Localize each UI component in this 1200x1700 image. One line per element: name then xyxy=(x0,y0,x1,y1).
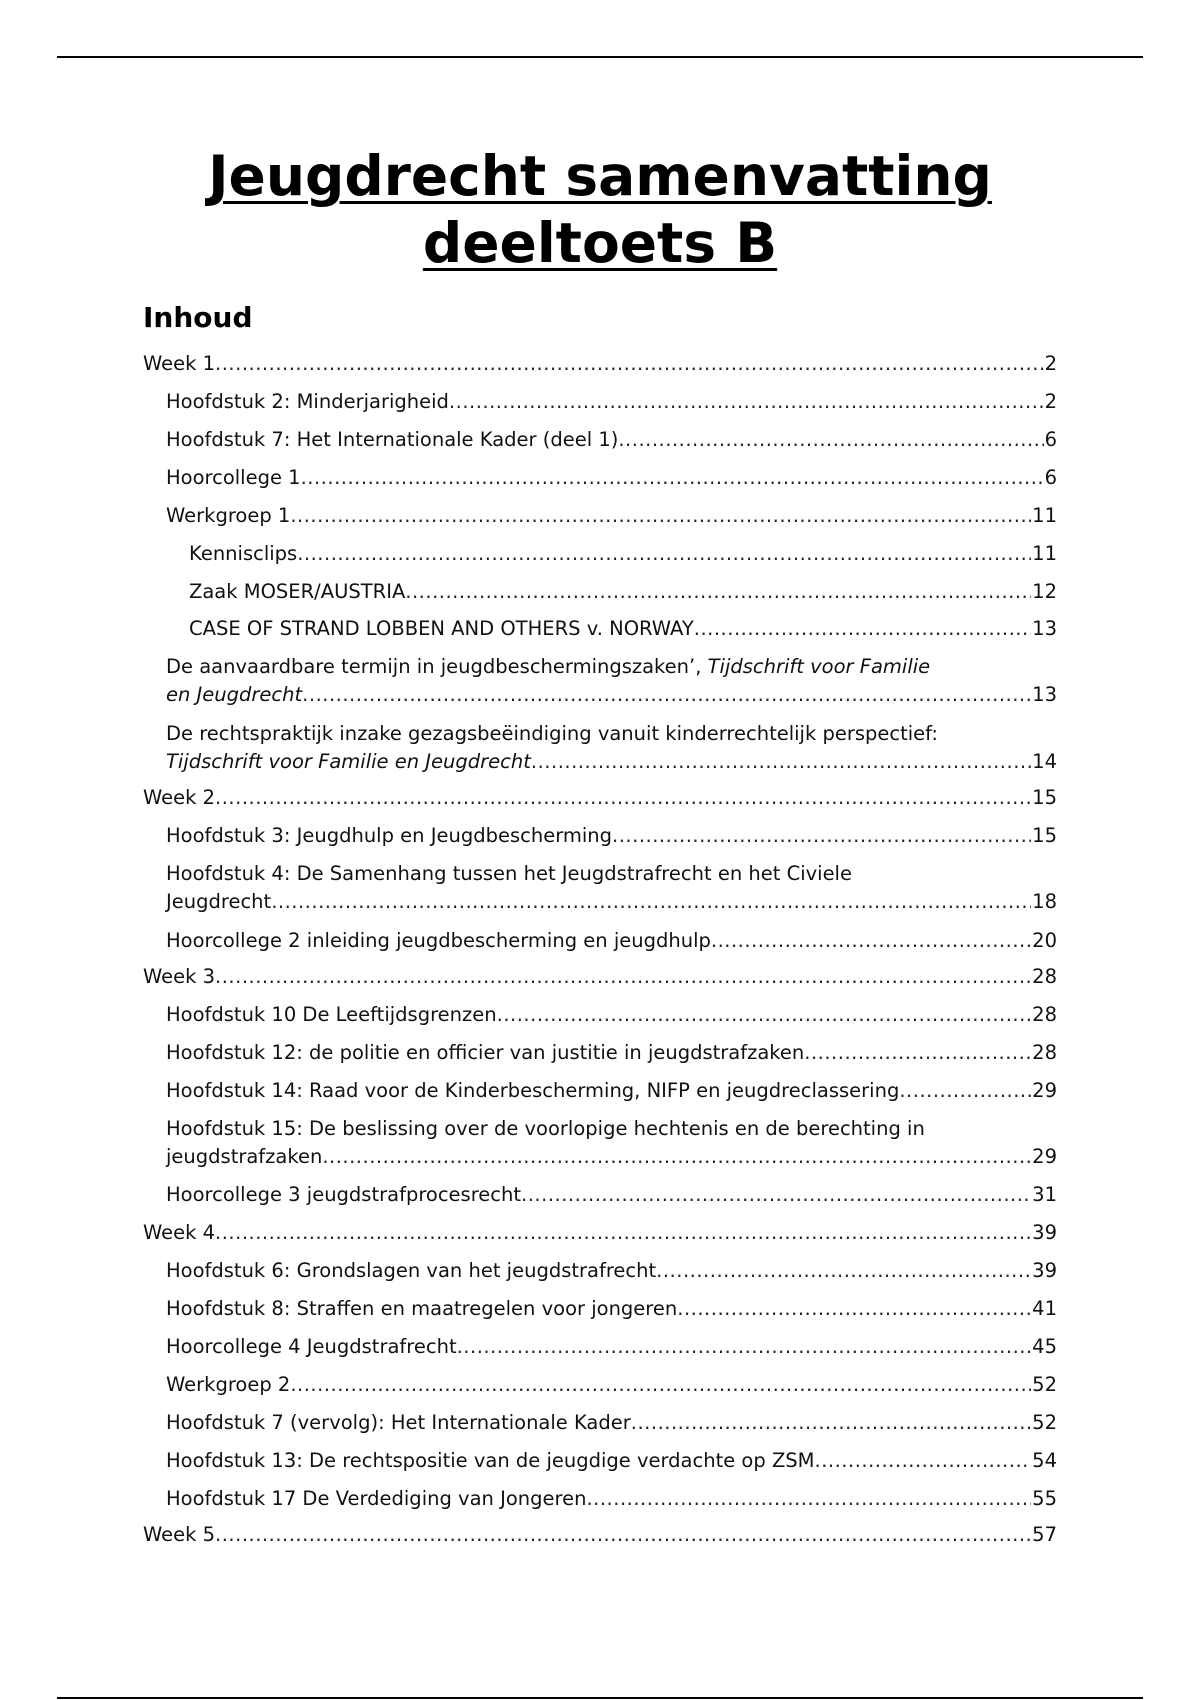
toc-entry-label-italic: Tijdschrift voor Familie xyxy=(707,655,931,678)
toc-dot-leader xyxy=(215,784,1031,812)
toc-entry-label: Hoofdstuk 4: De Samenhang tussen het Jeugdstrafrecht en het Civiele xyxy=(166,862,852,885)
toc-heading: Inhoud xyxy=(143,301,253,334)
toc-dot-leader xyxy=(301,464,1044,492)
toc-entry-hoorcollege-4[interactable] xyxy=(166,1333,1057,1361)
toc-dot-leader xyxy=(694,615,1031,643)
toc-entry-zaak-moser-austria[interactable] xyxy=(189,578,1057,606)
toc-entry-label: Hoofdstuk 6: Grondslagen van het jeugdstrafrecht xyxy=(166,1259,657,1282)
toc-entry-label: Hoorcollege 1 xyxy=(166,466,301,489)
toc-dot-leader xyxy=(711,927,1031,955)
toc-entry-werkgroep-2[interactable] xyxy=(166,1371,1057,1399)
toc-dot-leader xyxy=(215,1219,1031,1247)
toc-entry-label: De aanvaardbare termijn in jeugdbeschermingszaken’, xyxy=(166,655,708,678)
toc-dot-leader xyxy=(290,502,1031,530)
toc-page-number: 20 xyxy=(1032,929,1057,952)
toc-entry-label: Hoofdstuk 7 (vervolg): Het Internationale Kader xyxy=(166,1411,631,1434)
toc-dot-leader xyxy=(215,963,1031,991)
toc-page-number: 39 xyxy=(1032,1221,1057,1244)
toc-entry-label: Werkgroep 1 xyxy=(166,504,291,527)
toc-entry-label: Hoofdstuk 7: Het Internationale Kader (deel 1) xyxy=(166,428,619,451)
toc-page-number: 18 xyxy=(1032,890,1057,913)
toc-page-number: 28 xyxy=(1032,965,1057,988)
toc-page-number: 13 xyxy=(1032,683,1057,706)
toc-dot-leader xyxy=(322,1143,1031,1171)
toc-entry-hoorcollege-1[interactable] xyxy=(166,464,1057,492)
toc-entry-label: Week 1 xyxy=(143,352,216,375)
toc-entry-label: Week 2 xyxy=(143,786,216,809)
toc-entry-week-2[interactable] xyxy=(143,784,1057,812)
toc-entry-label: Hoofdstuk 3: Jeugdhulp en Jeugdbescherming xyxy=(166,824,613,847)
toc-entry-label: Week 3 xyxy=(143,965,216,988)
toc-entry-label: Werkgroep 2 xyxy=(166,1373,291,1396)
toc-page-number: 2 xyxy=(1044,352,1057,375)
toc-entry-werkgroep-1[interactable] xyxy=(166,502,1057,530)
toc-entry-hoofdstuk-3[interactable] xyxy=(166,822,1057,850)
toc-entry-hoofdstuk-6[interactable] xyxy=(166,1257,1057,1285)
toc-entry-label: CASE OF STRAND LOBBEN AND OTHERS v. NORWAY xyxy=(189,617,694,640)
footer-rule xyxy=(57,1697,1143,1699)
toc-entry-label: Hoofdstuk 8: Straffen en maatregelen voor jongeren xyxy=(166,1297,678,1320)
toc-dot-leader xyxy=(457,1333,1032,1361)
toc-dot-leader xyxy=(297,540,1031,568)
toc-dot-leader xyxy=(215,1521,1031,1549)
toc-entry-label: Hoorcollege 4 Jeugdstrafrecht xyxy=(166,1335,457,1358)
toc-entry-label-italic: Tijdschrift voor Familie en Jeugdrecht xyxy=(166,750,531,773)
toc-page-number: 12 xyxy=(1032,580,1057,603)
toc-entry-week-4[interactable] xyxy=(143,1219,1057,1247)
toc-page-number: 28 xyxy=(1032,1041,1057,1064)
toc-entry-rechtspraktijk-gezagsbeeindiging[interactable] xyxy=(166,720,1057,776)
toc-dot-leader xyxy=(449,388,1044,416)
toc-page-number: 52 xyxy=(1032,1373,1057,1396)
toc-entry-hoofdstuk-8[interactable] xyxy=(166,1295,1057,1323)
toc-entry-hoofdstuk-13[interactable] xyxy=(166,1447,1057,1475)
toc-page-number: 29 xyxy=(1032,1145,1057,1168)
toc-page-number: 15 xyxy=(1032,824,1057,847)
toc-entry-hoofdstuk-10[interactable] xyxy=(166,1001,1057,1029)
toc-entry-label: Hoofdstuk 2: Minderjarigheid xyxy=(166,390,449,413)
toc-entry-label: Hoofdstuk 10 De Leeftijdsgrenzen xyxy=(166,1003,497,1026)
toc-dot-leader xyxy=(612,822,1031,850)
toc-dot-leader xyxy=(290,1371,1031,1399)
toc-page-number: 13 xyxy=(1032,617,1057,640)
toc-entry-label: Hoorcollege 3 jeugdstrafprocesrecht xyxy=(166,1183,522,1206)
toc-entry-hoofdstuk-15[interactable] xyxy=(166,1115,1057,1171)
toc-entry-hoofdstuk-2[interactable] xyxy=(166,388,1057,416)
toc-entry-label: jeugdstrafzaken xyxy=(166,1145,323,1168)
toc-entry-label: Hoofdstuk 14: Raad voor de Kinderbescherming, NIFP en jeugdreclassering xyxy=(166,1079,900,1102)
toc-page-number: 57 xyxy=(1032,1523,1057,1546)
toc-dot-leader xyxy=(521,1181,1031,1209)
toc-dot-leader xyxy=(899,1077,1031,1105)
toc-page-number: 45 xyxy=(1032,1335,1057,1358)
toc-page-number: 31 xyxy=(1032,1183,1057,1206)
toc-page-number: 29 xyxy=(1032,1079,1057,1102)
toc-dot-leader xyxy=(215,350,1044,378)
toc-entry-label: Kennisclips xyxy=(189,542,298,565)
toc-dot-leader xyxy=(531,748,1031,776)
toc-page-number: 55 xyxy=(1032,1487,1057,1510)
toc-entry-label: Week 5 xyxy=(143,1523,216,1546)
toc-dot-leader xyxy=(405,578,1031,606)
toc-entry-label: Hoofdstuk 12: de politie en officier van justitie in jeugdstrafzaken xyxy=(166,1041,805,1064)
header-rule xyxy=(57,56,1143,58)
document-title-line-1: Jeugdrecht samenvatting xyxy=(208,144,992,208)
toc-entry-label: Week 4 xyxy=(143,1221,216,1244)
toc-entry-hoofdstuk-14[interactable] xyxy=(166,1077,1057,1105)
toc-page-number: 2 xyxy=(1044,390,1057,413)
document-title xyxy=(0,143,1200,277)
toc-entry-case-strand-lobben[interactable] xyxy=(189,615,1057,643)
toc-page-number: 28 xyxy=(1032,1003,1057,1026)
toc-entry-week-3[interactable] xyxy=(143,963,1057,991)
toc-entry-hoofdstuk-17[interactable] xyxy=(166,1485,1057,1513)
document-title-line-2: deeltoets B xyxy=(422,211,778,275)
toc-dot-leader xyxy=(497,1001,1032,1029)
toc-entry-label: Hoofdstuk 17 De Verdediging van Jongeren xyxy=(166,1487,587,1510)
toc-dot-leader xyxy=(271,888,1031,916)
toc-entry-hoorcollege-3[interactable] xyxy=(166,1181,1057,1209)
toc-page-number: 54 xyxy=(1032,1449,1057,1472)
toc-dot-leader xyxy=(586,1485,1031,1513)
toc-entry-label: Hoorcollege 2 inleiding jeugdbescherming en jeugdhulp xyxy=(166,929,711,952)
toc-entry-label-italic: en Jeugdrecht xyxy=(166,683,303,706)
toc-entry-hoofdstuk-7[interactable] xyxy=(166,426,1057,454)
toc-dot-leader xyxy=(677,1295,1031,1323)
toc-entry-hoofdstuk-4[interactable] xyxy=(166,860,1057,916)
toc-entry-kennisclips[interactable] xyxy=(189,540,1057,568)
toc-entry-week-5[interactable] xyxy=(143,1521,1057,1549)
toc-entry-aanvaardbare-termijn[interactable] xyxy=(166,653,1057,709)
toc-page-number: 6 xyxy=(1044,428,1057,451)
toc-entry-label: Hoofdstuk 13: De rechtspositie van de jeugdige verdachte op ZSM xyxy=(166,1449,815,1472)
toc-dot-leader xyxy=(631,1409,1031,1437)
toc-entry-label: Zaak MOSER/AUSTRIA xyxy=(189,580,406,603)
toc-entry-label: Jeugdrecht xyxy=(166,890,272,913)
toc-page-number: 15 xyxy=(1032,786,1057,809)
toc-entry-label: Hoofdstuk 15: De beslissing over de voorlopige hechtenis en de berechting in xyxy=(166,1117,925,1140)
toc-dot-leader xyxy=(618,426,1043,454)
toc-page-number: 6 xyxy=(1044,466,1057,489)
toc-dot-leader xyxy=(815,1447,1032,1475)
toc-page-number: 39 xyxy=(1032,1259,1057,1282)
toc-entry-hoofdstuk-7-vervolg[interactable] xyxy=(166,1409,1057,1437)
toc-dot-leader xyxy=(656,1257,1031,1285)
toc-page-number: 14 xyxy=(1032,750,1057,773)
toc-page-number: 11 xyxy=(1032,542,1057,565)
toc-entry-label: De rechtspraktijk inzake gezagsbeëindiging vanuit kinderrechtelijk perspectief: xyxy=(166,722,938,745)
toc-entry-week-1[interactable] xyxy=(143,350,1057,378)
toc-dot-leader xyxy=(302,681,1031,709)
toc-page-number: 52 xyxy=(1032,1411,1057,1434)
toc-page-number: 41 xyxy=(1032,1297,1057,1320)
toc-entry-hoofdstuk-12[interactable] xyxy=(166,1039,1057,1067)
toc-entry-hoorcollege-2[interactable] xyxy=(166,927,1057,955)
toc-dot-leader xyxy=(804,1039,1031,1067)
toc-page-number: 11 xyxy=(1032,504,1057,527)
